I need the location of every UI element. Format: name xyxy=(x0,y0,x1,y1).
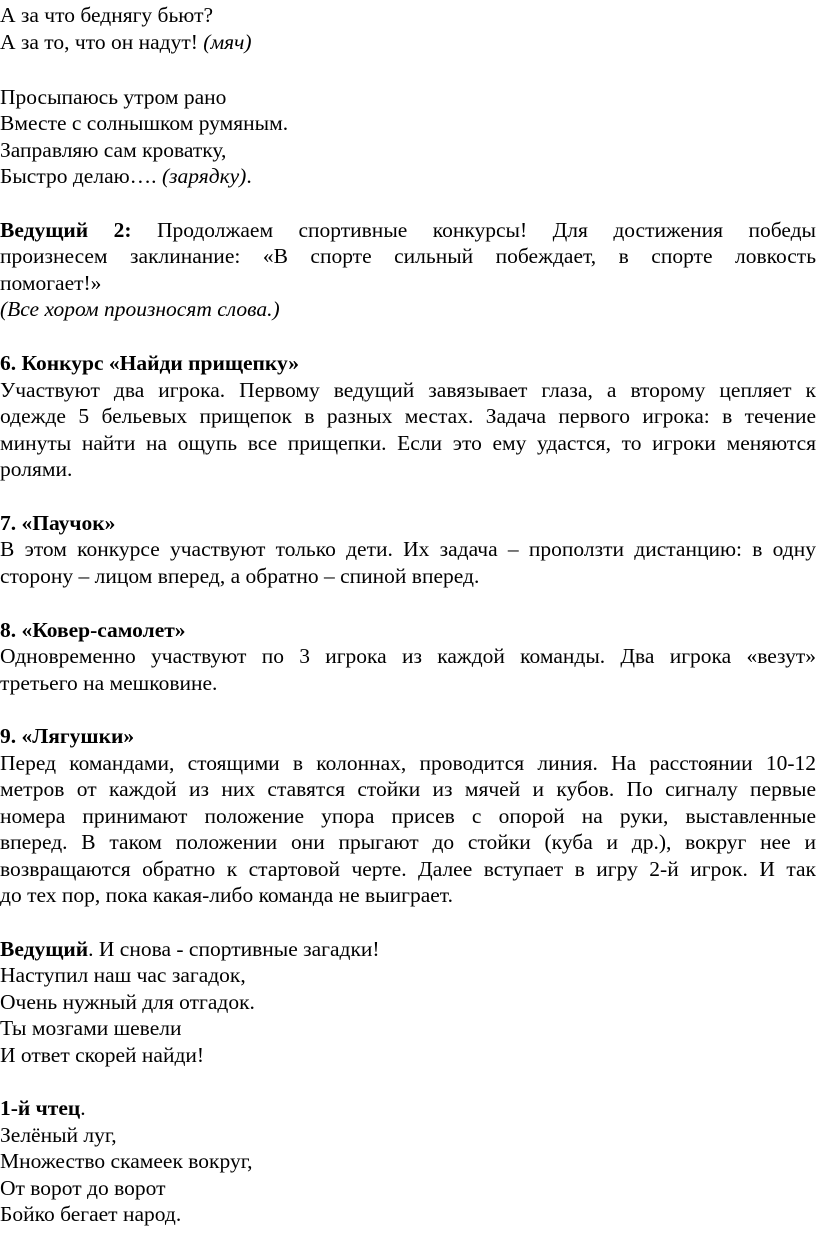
contest7-line-1: В этом конкурсе участвуют только дети. Их задача – проползти дистанцию: в одну xyxy=(0,537,816,561)
reader1-line-2: Множество скамеек вокруг, xyxy=(0,1149,253,1173)
contest9-line-1: Перед командами, стоящими в колоннах, проводится линия. На расстоянии 10-12 xyxy=(0,751,816,775)
host-riddles-line-1: Наступил наш час загадок, xyxy=(0,963,246,987)
riddle-exercise-line-4: Быстро делаю…. (зарядку). xyxy=(0,164,252,188)
contest6-line-2: одежде 5 бельевых прищепок в разных местах. Задача первого игрока: в течение xyxy=(0,404,816,428)
riddle-exercise-line-3: Заправляю сам кроватку, xyxy=(0,138,227,162)
riddle-ball-answer: (мяч) xyxy=(203,30,252,54)
contest8-line-2: третьего на мешковине. xyxy=(0,671,218,695)
contest7-title: 7. «Паучок» xyxy=(0,511,116,535)
reader1-line-3: От ворот до ворот xyxy=(0,1176,166,1200)
reader1-line-4: Бойко бегает народ. xyxy=(0,1202,182,1226)
riddle-ball-line-2: А за то, что он надут! (мяч) xyxy=(0,30,252,54)
reader1-line-1: Зелёный луг, xyxy=(0,1123,117,1147)
contest6-line-1: Участвуют два игрока. Первому ведущий завязывает глаза, а второму цепляет к xyxy=(0,378,816,402)
host2-speaker: Ведущий 2: xyxy=(0,218,132,242)
host-speaker: Ведущий xyxy=(0,937,89,961)
host-riddles-line-4: И ответ скорей найди! xyxy=(0,1043,205,1067)
contest6-line-3: минуты найти на ощупь все прищепки. Если это ему удастся, то игроки меняются xyxy=(0,431,816,455)
riddle-exercise-line-2: Вместе с солнышком румяным. xyxy=(0,111,289,135)
riddle-ball-line-1: А за что беднягу бьют? xyxy=(0,3,214,27)
contest6-title: 6. Конкурс «Найди прищепку» xyxy=(0,351,300,375)
contest9-line-6: до тех пор, пока какая-либо команда не выиграет. xyxy=(0,883,453,907)
contest6-line-4: ролями. xyxy=(0,457,73,481)
contest9-line-5: возвращаются обратно к стартовой черте. Далее вступает в игру 2-й игрок. И так xyxy=(0,857,816,881)
contest9-line-4: вперед. В таком положении они прыгают до стойки (куба и др.), вокруг нее и xyxy=(0,830,816,854)
contest9-line-3: номера принимают положение упора присев с опорой на руки, выставленные xyxy=(0,804,816,828)
host-riddles-line-2: Очень нужный для отгадок. xyxy=(0,990,255,1014)
host-riddles-line-3: Ты мозгами шевели xyxy=(0,1016,182,1040)
host2-line-1: Ведущий 2: Продолжаем спортивные конкурсы! Для достижения победы xyxy=(0,218,816,242)
riddle-exercise-line-1: Просыпаюсь утром рано xyxy=(0,85,227,109)
contest8-line-1: Одновременно участвуют по 3 игрока из каждой команды. Два игрока «везут» xyxy=(0,644,816,668)
host-riddles-intro: Ведущий. И снова - спортивные загадки! xyxy=(0,937,380,961)
contest9-title: 9. «Лягушки» xyxy=(0,724,135,748)
host2-line-2: произнесем заклинание: «В спорте сильный побеждает, в спорте ловкость xyxy=(0,244,816,268)
host2-note: (Все хором произносят слова.) xyxy=(0,297,280,321)
contest9-line-2: метров от каждой из них ставятся стойки из мячей и кубов. По сигналу первые xyxy=(0,777,816,801)
contest8-title: 8. «Ковер-самолет» xyxy=(0,618,186,642)
riddle-exercise-answer: (зарядку) xyxy=(161,164,247,188)
host2-line-3: помогает!» xyxy=(0,271,102,295)
reader1-speaker: 1-й чтец. xyxy=(0,1096,86,1120)
contest7-line-2: сторону – лицом вперед, а обратно – спиной вперед. xyxy=(0,564,480,588)
